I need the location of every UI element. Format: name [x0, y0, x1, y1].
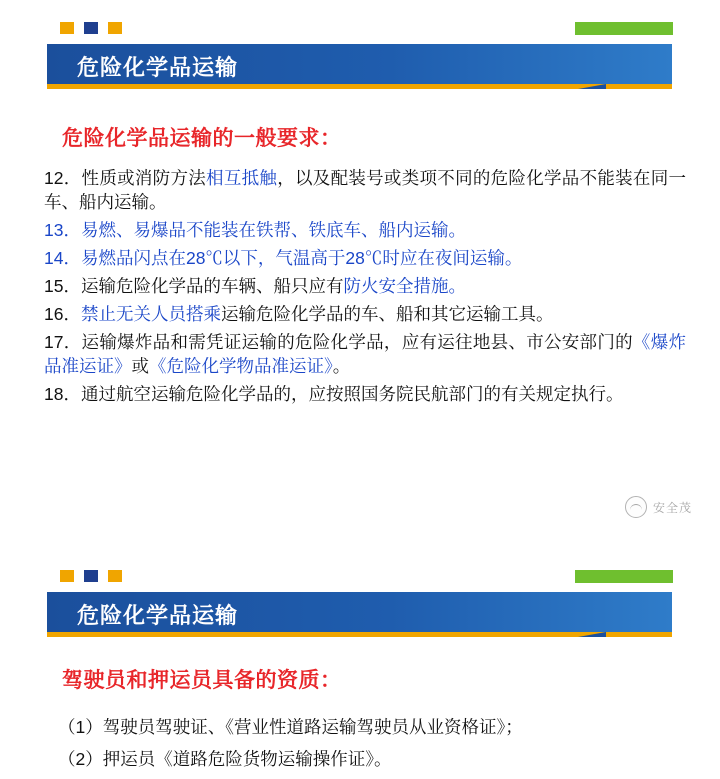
paragraph-item-14 [44, 246, 686, 270]
title-bar-2 [47, 592, 672, 632]
text-segment: 。 [332, 356, 351, 376]
tick-mark-orange-2 [108, 570, 122, 582]
slide-driver-escort-qualifications [0, 548, 720, 779]
text-segment-highlight: 13．易燃、易爆品不能装在铁帮、铁底车、船内运输。 [44, 220, 466, 240]
slide-title: 危险化学品运输 [77, 55, 239, 80]
tick-marks [60, 22, 122, 34]
title-corner-notch-2 [578, 632, 606, 637]
title-bar [47, 44, 672, 84]
text-segment: 17．运输爆炸品和需凭证运输的危险化学品，应有运往地县、市公安部门的 [44, 332, 633, 352]
slide-body-2 [0, 664, 720, 774]
paragraph-item-17 [44, 330, 686, 378]
text-segment: 16． [44, 304, 81, 324]
section-title: 危险化学品运输的一般要求： [62, 127, 342, 150]
text-segment-highlight: 14．易燃品闪点在28℃以下，气温高于28℃时应在夜间运输。 [44, 248, 523, 268]
paragraph-item-13 [44, 218, 686, 242]
green-accent-bar [575, 22, 673, 35]
green-accent-bar-2 [575, 570, 673, 583]
slide-title-2: 危险化学品运输 [77, 603, 239, 628]
list-item: （1）驾驶员驾驶证、《营业性道路运输驾驶员从业资格证》； [58, 717, 523, 737]
text-segment: 18．通过航空运输危险化学品的，应按照国务院民航部门的有关规定执行。 [44, 384, 624, 404]
slide-header [0, 0, 720, 92]
slide-header-2 [0, 548, 720, 640]
tick-mark-orange-1 [60, 570, 74, 582]
text-segment-highlight: 防火安全措施。 [343, 276, 466, 296]
tick-mark-blue [84, 570, 98, 582]
tick-mark-blue [84, 22, 98, 34]
watermark-text: 安全茂 [652, 500, 692, 515]
text-segment: 运输危险化学品的车、船和其它运输工具。 [220, 304, 554, 324]
section-title-2: 驾驶员和押运员具备的资质： [62, 669, 342, 692]
tick-marks-2 [60, 570, 122, 582]
text-segment-highlight: 《爆炸品准运证》 [44, 332, 686, 376]
text-segment: 12．性质或消防方法 [44, 168, 207, 188]
paragraph-item-12 [44, 166, 686, 214]
watermark [625, 496, 692, 518]
watermark-logo-icon [625, 496, 647, 518]
text-segment-highlight: 《危险化学物品准运证》 [149, 356, 333, 376]
text-segment: 或 [131, 356, 149, 376]
paragraph-item-16 [44, 302, 686, 326]
tick-mark-orange-1 [60, 22, 74, 34]
text-segment-highlight: 禁止无关人员搭乘 [80, 304, 221, 324]
list-item: （2）押运员《道路危险货物运输操作证》。 [58, 749, 392, 769]
text-segment: ，以及配装号或类项不同的危险化学品不能装在同一车、船内运输。 [44, 168, 687, 212]
paragraph-item-15 [44, 274, 686, 298]
text-segment-highlight: 相互抵触 [206, 168, 278, 188]
tick-mark-orange-2 [108, 22, 122, 34]
text-segment: 15．运输危险化学品的车辆、船只应有 [44, 276, 344, 296]
slide-body [0, 122, 720, 406]
paragraph-item-18 [44, 382, 686, 406]
title-corner-notch [578, 84, 606, 89]
